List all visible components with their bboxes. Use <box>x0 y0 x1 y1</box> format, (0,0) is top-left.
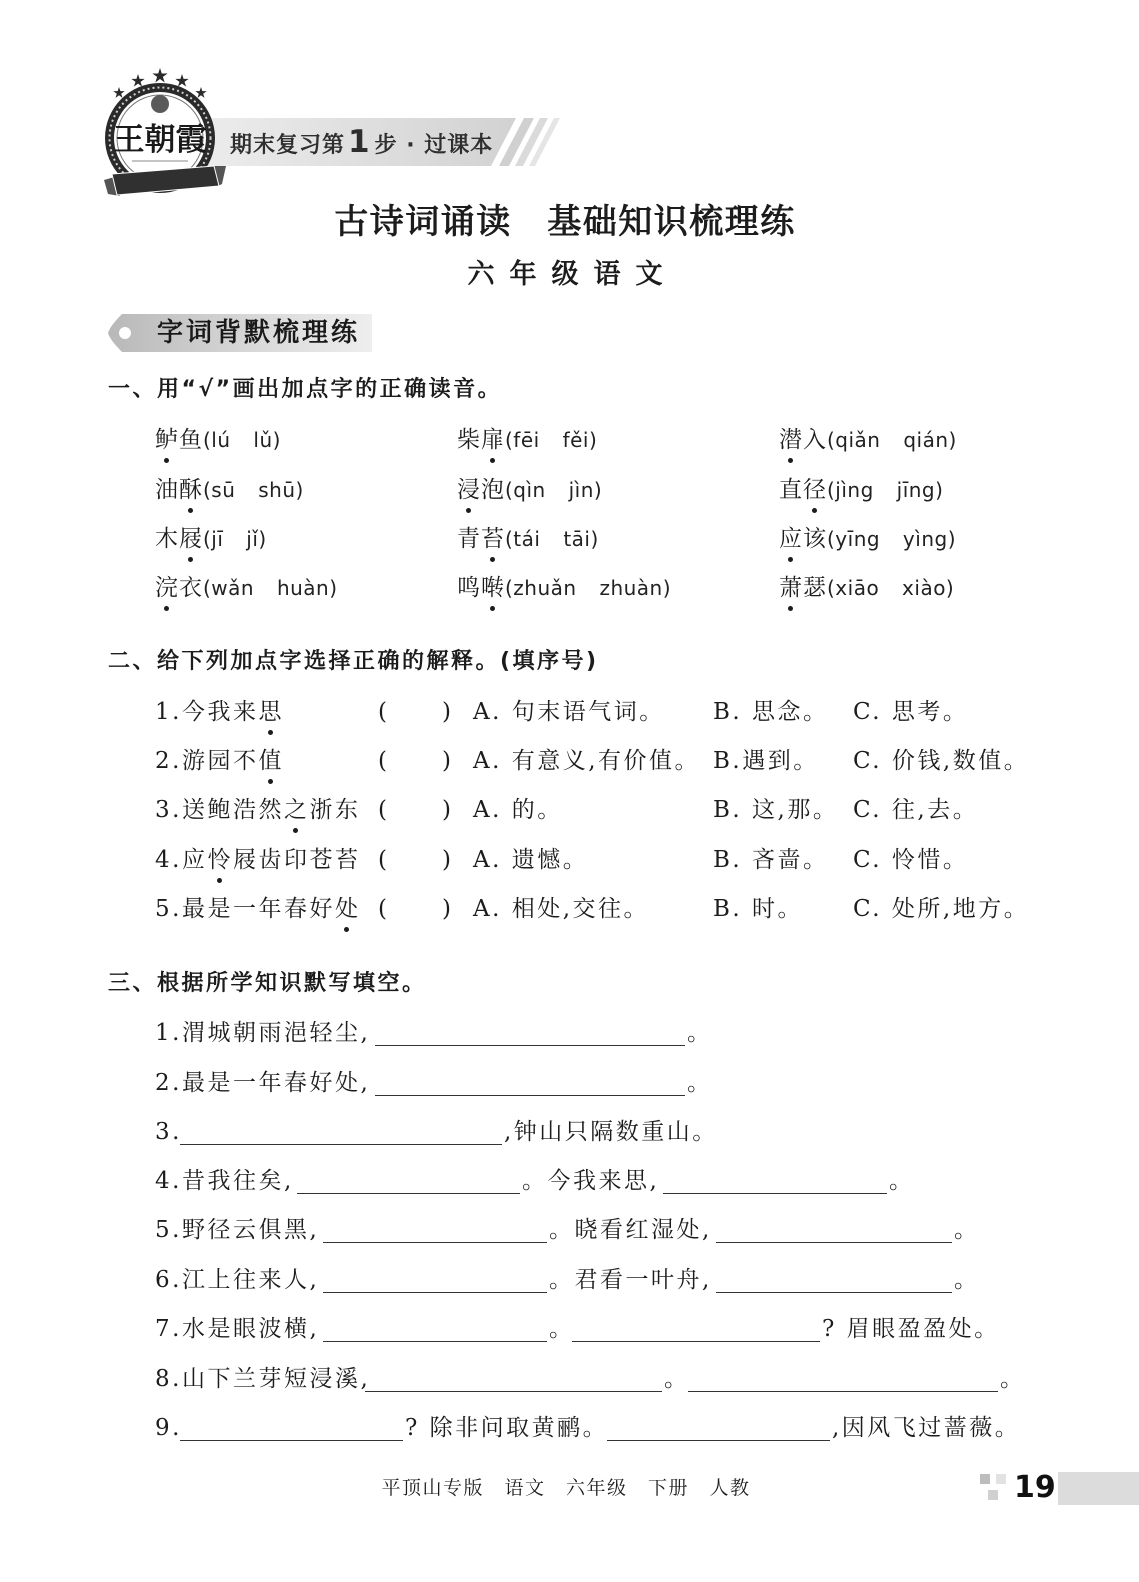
option-c: C. 价钱,数值。 <box>853 748 1030 774</box>
answer-blank <box>572 1341 820 1342</box>
word-char: 鸣 <box>457 575 481 601</box>
answer-blank <box>663 1193 887 1194</box>
answer-blank <box>180 1440 403 1441</box>
verse-text: 渭城朝雨浥轻尘, <box>182 1020 371 1046</box>
word-char: 鱼 <box>179 427 203 453</box>
answer-paren-close: ) <box>442 896 454 922</box>
dotted-char: 浸 <box>457 477 481 503</box>
banner-suffix: 步 · 过课本 <box>374 133 494 158</box>
verse-text: 。 <box>549 1316 575 1342</box>
verse-text: 。今我来思, <box>522 1168 660 1194</box>
verse-text: 最是一年春好处, <box>182 1070 371 1096</box>
word-char: 该 <box>803 526 827 552</box>
fill-in-item <box>0 1019 1139 1047</box>
section-tag-label: 字词背默梳理练 <box>157 318 361 348</box>
answer-paren-close: ) <box>442 699 454 725</box>
question-3-heading: 三、根据所学知识默写填空。 <box>108 971 427 996</box>
dotted-char: 苔 <box>481 526 505 552</box>
word-char: 衣 <box>179 575 203 601</box>
logo-name: 王朝霞 <box>113 122 207 158</box>
page-subtitle: 六年级语文 <box>467 259 678 290</box>
option-a: A. 相处,交往。 <box>473 896 650 922</box>
option-b: B. 这,那。 <box>713 797 839 823</box>
item-phrase <box>182 698 284 729</box>
verse-text: ? 除非问取黄鹂。 <box>405 1415 609 1441</box>
word-char: 应 <box>182 847 208 873</box>
fill-in-item <box>0 1216 1139 1244</box>
word-char: 浙东 <box>309 797 361 823</box>
pinyin-options: (sū shū) <box>203 478 304 502</box>
answer-paren-open: ( <box>378 748 390 774</box>
word-char: 屐齿印苍苔 <box>233 847 361 873</box>
answer-paren-open: ( <box>378 847 390 873</box>
dotted-char: 值 <box>258 748 284 774</box>
verse-text: 。君看一叶舟, <box>549 1267 712 1293</box>
word-char: 入 <box>803 427 827 453</box>
star-icon <box>195 87 206 98</box>
answer-blank <box>375 1045 685 1046</box>
pinyin-options: (wǎn huàn) <box>203 576 338 600</box>
item-number: 2. <box>155 1070 182 1096</box>
pinyin-options: (fēi fěi) <box>505 428 598 452</box>
choice-item <box>0 698 1139 726</box>
tag-hole <box>119 327 131 339</box>
word-char: 泡 <box>481 477 505 503</box>
option-b: B.遇到。 <box>713 748 819 774</box>
pronunciation-item <box>155 476 304 504</box>
footer-edition: 平顶山专版 语文 六年级 下册 人教 <box>381 1477 751 1499</box>
step-banner-label <box>230 125 493 159</box>
verse-text: 。 <box>889 1168 915 1194</box>
pronunciation-item <box>457 426 597 454</box>
dotted-char: 潜 <box>779 427 803 453</box>
dotted-char: 鲈 <box>155 427 179 453</box>
option-a: A. 的。 <box>473 797 563 823</box>
pronunciation-item <box>155 426 281 454</box>
item-number: 3. <box>155 1119 182 1145</box>
answer-paren-close: ) <box>442 748 454 774</box>
star-icon <box>152 68 167 82</box>
fill-in-item <box>0 1167 1139 1195</box>
verse-text: 山下兰芽短浸溪, <box>182 1366 371 1392</box>
fill-in-item <box>0 1414 1139 1442</box>
item-phrase <box>182 895 361 926</box>
option-a: A. 有意义,有价值。 <box>473 748 701 774</box>
pinyin-options: (jìng jīng) <box>827 478 944 502</box>
pronunciation-item <box>779 476 943 504</box>
dotted-char: 啭 <box>481 575 505 601</box>
option-a: A. 句末语气词。 <box>473 699 665 725</box>
word-char: 送鲍浩然 <box>182 797 284 823</box>
item-number: 5. <box>155 896 182 922</box>
pronunciation-item <box>457 476 602 504</box>
answer-blank <box>716 1292 952 1293</box>
item-phrase <box>182 747 284 778</box>
answer-paren-open: ( <box>378 699 390 725</box>
answer-blank <box>716 1242 952 1243</box>
item-number: 4. <box>155 847 182 873</box>
star-icon <box>113 87 124 98</box>
choice-item <box>0 747 1139 775</box>
banner-prefix: 期末复习第 <box>230 133 346 158</box>
brand-logo <box>104 68 226 196</box>
option-c: C. 往,去。 <box>853 797 979 823</box>
dotted-char: 萧 <box>779 575 803 601</box>
item-number: 2. <box>155 748 182 774</box>
option-c: C. 怜惜。 <box>853 847 969 873</box>
dotted-char: 处 <box>335 896 361 922</box>
item-number: 8. <box>155 1366 182 1392</box>
verse-text: 江上往来人, <box>182 1267 320 1293</box>
word-char: 柴 <box>457 427 481 453</box>
word-char: 油 <box>155 477 179 503</box>
item-phrase <box>182 846 361 877</box>
answer-blank <box>323 1341 547 1342</box>
item-number: 7. <box>155 1316 182 1342</box>
verse-text: 。晓看红湿处, <box>549 1217 712 1243</box>
word-char: 今我来 <box>182 699 259 725</box>
dotted-char: 思 <box>258 699 284 725</box>
option-b: B. 时。 <box>713 896 804 922</box>
star-icon <box>131 74 144 87</box>
verse-text: ,钟山只隔数重山。 <box>504 1119 718 1145</box>
item-number: 1. <box>155 699 182 725</box>
answer-blank <box>607 1440 830 1441</box>
verse-text: 。 <box>954 1267 980 1293</box>
dotted-char: 屐 <box>179 526 203 552</box>
page-title: 古诗词诵读 基础知识梳理练 <box>334 202 796 242</box>
answer-paren-open: ( <box>378 797 390 823</box>
verse-text: ? 眉眼盈盈处。 <box>822 1316 1000 1342</box>
word-char: 直 <box>779 477 803 503</box>
question-2-heading: 二、给下列加点字选择正确的解释。(填序号) <box>108 649 599 674</box>
answer-blank <box>688 1391 998 1392</box>
item-number: 4. <box>155 1168 182 1194</box>
dotted-char: 扉 <box>481 427 505 453</box>
answer-blank <box>323 1292 547 1293</box>
word-char: 木 <box>155 526 179 552</box>
pinyin-options: (yīng yìng) <box>827 527 956 551</box>
item-number: 6. <box>155 1267 182 1293</box>
pinyin-options: (tái tāi) <box>505 527 599 551</box>
answer-blank <box>297 1193 520 1194</box>
pinyin-options: (lú lǔ) <box>203 428 281 452</box>
word-char: 最是一年春好 <box>182 896 335 922</box>
pronunciation-item <box>779 574 954 602</box>
answer-blank <box>180 1144 502 1145</box>
option-c: C. 思考。 <box>853 699 969 725</box>
fill-in-item <box>0 1118 1139 1146</box>
word-char: 瑟 <box>803 575 827 601</box>
verse-text: 。 <box>687 1070 713 1096</box>
verse-text: ,因风飞过蔷薇。 <box>832 1415 1021 1441</box>
fill-in-item <box>0 1266 1139 1294</box>
star-icon <box>175 74 188 87</box>
pronunciation-item <box>779 426 957 454</box>
dotted-char: 怜 <box>207 847 233 873</box>
dotted-char: 之 <box>284 797 310 823</box>
pronunciation-item <box>779 525 956 553</box>
item-number: 5. <box>155 1217 182 1243</box>
dotted-char: 浣 <box>155 575 179 601</box>
page-number: 19 <box>1014 1470 1056 1505</box>
item-number: 3. <box>155 797 182 823</box>
verse-text: 昔我往矣, <box>182 1168 294 1194</box>
choice-item <box>0 846 1139 874</box>
pinyin-options: (qiǎn qián) <box>827 428 957 452</box>
word-char: 游园不 <box>182 748 259 774</box>
pinyin-options: (jī jǐ) <box>203 527 267 551</box>
pronunciation-item <box>457 525 599 553</box>
pinyin-options: (xiāo xiào) <box>827 576 955 600</box>
fill-in-item <box>0 1315 1139 1343</box>
verse-text: 。 <box>664 1366 690 1392</box>
dotted-char: 应 <box>779 526 803 552</box>
option-b: B. 吝啬。 <box>713 847 829 873</box>
pinyin-options: (zhuǎn zhuàn) <box>505 576 672 600</box>
verse-text: 水是眼波横, <box>182 1316 320 1342</box>
banner-step-number: 1 <box>348 124 371 160</box>
verse-text: 。 <box>687 1020 713 1046</box>
verse-text: 。 <box>954 1217 980 1243</box>
pronunciation-item <box>155 574 338 602</box>
answer-paren-close: ) <box>442 797 454 823</box>
verse-text: 。 <box>1000 1366 1026 1392</box>
pronunciation-item <box>457 574 671 602</box>
logo-portrait-icon <box>151 95 169 113</box>
option-b: B. 思念。 <box>713 699 829 725</box>
option-a: A. 遗憾。 <box>473 847 589 873</box>
fill-in-item <box>0 1069 1139 1097</box>
word-char: 青 <box>457 526 481 552</box>
option-c: C. 处所,地方。 <box>853 896 1030 922</box>
answer-blank <box>323 1242 547 1243</box>
pinyin-options: (qìn jìn) <box>505 478 603 502</box>
item-phrase <box>182 796 361 827</box>
item-number: 1. <box>155 1020 182 1046</box>
fill-in-item <box>0 1365 1139 1393</box>
verse-text: 野径云俱黑, <box>182 1217 320 1243</box>
dotted-char: 酥 <box>179 477 203 503</box>
item-number: 9. <box>155 1415 182 1441</box>
pronunciation-item <box>155 525 267 553</box>
answer-paren-close: ) <box>442 847 454 873</box>
question-1-heading: 一、用“√”画出加点字的正确读音。 <box>108 377 503 402</box>
choice-item <box>0 796 1139 824</box>
answer-paren-open: ( <box>378 896 390 922</box>
answer-blank <box>375 1095 685 1096</box>
answer-blank <box>365 1391 662 1392</box>
dotted-char: 径 <box>803 477 827 503</box>
choice-item <box>0 895 1139 923</box>
